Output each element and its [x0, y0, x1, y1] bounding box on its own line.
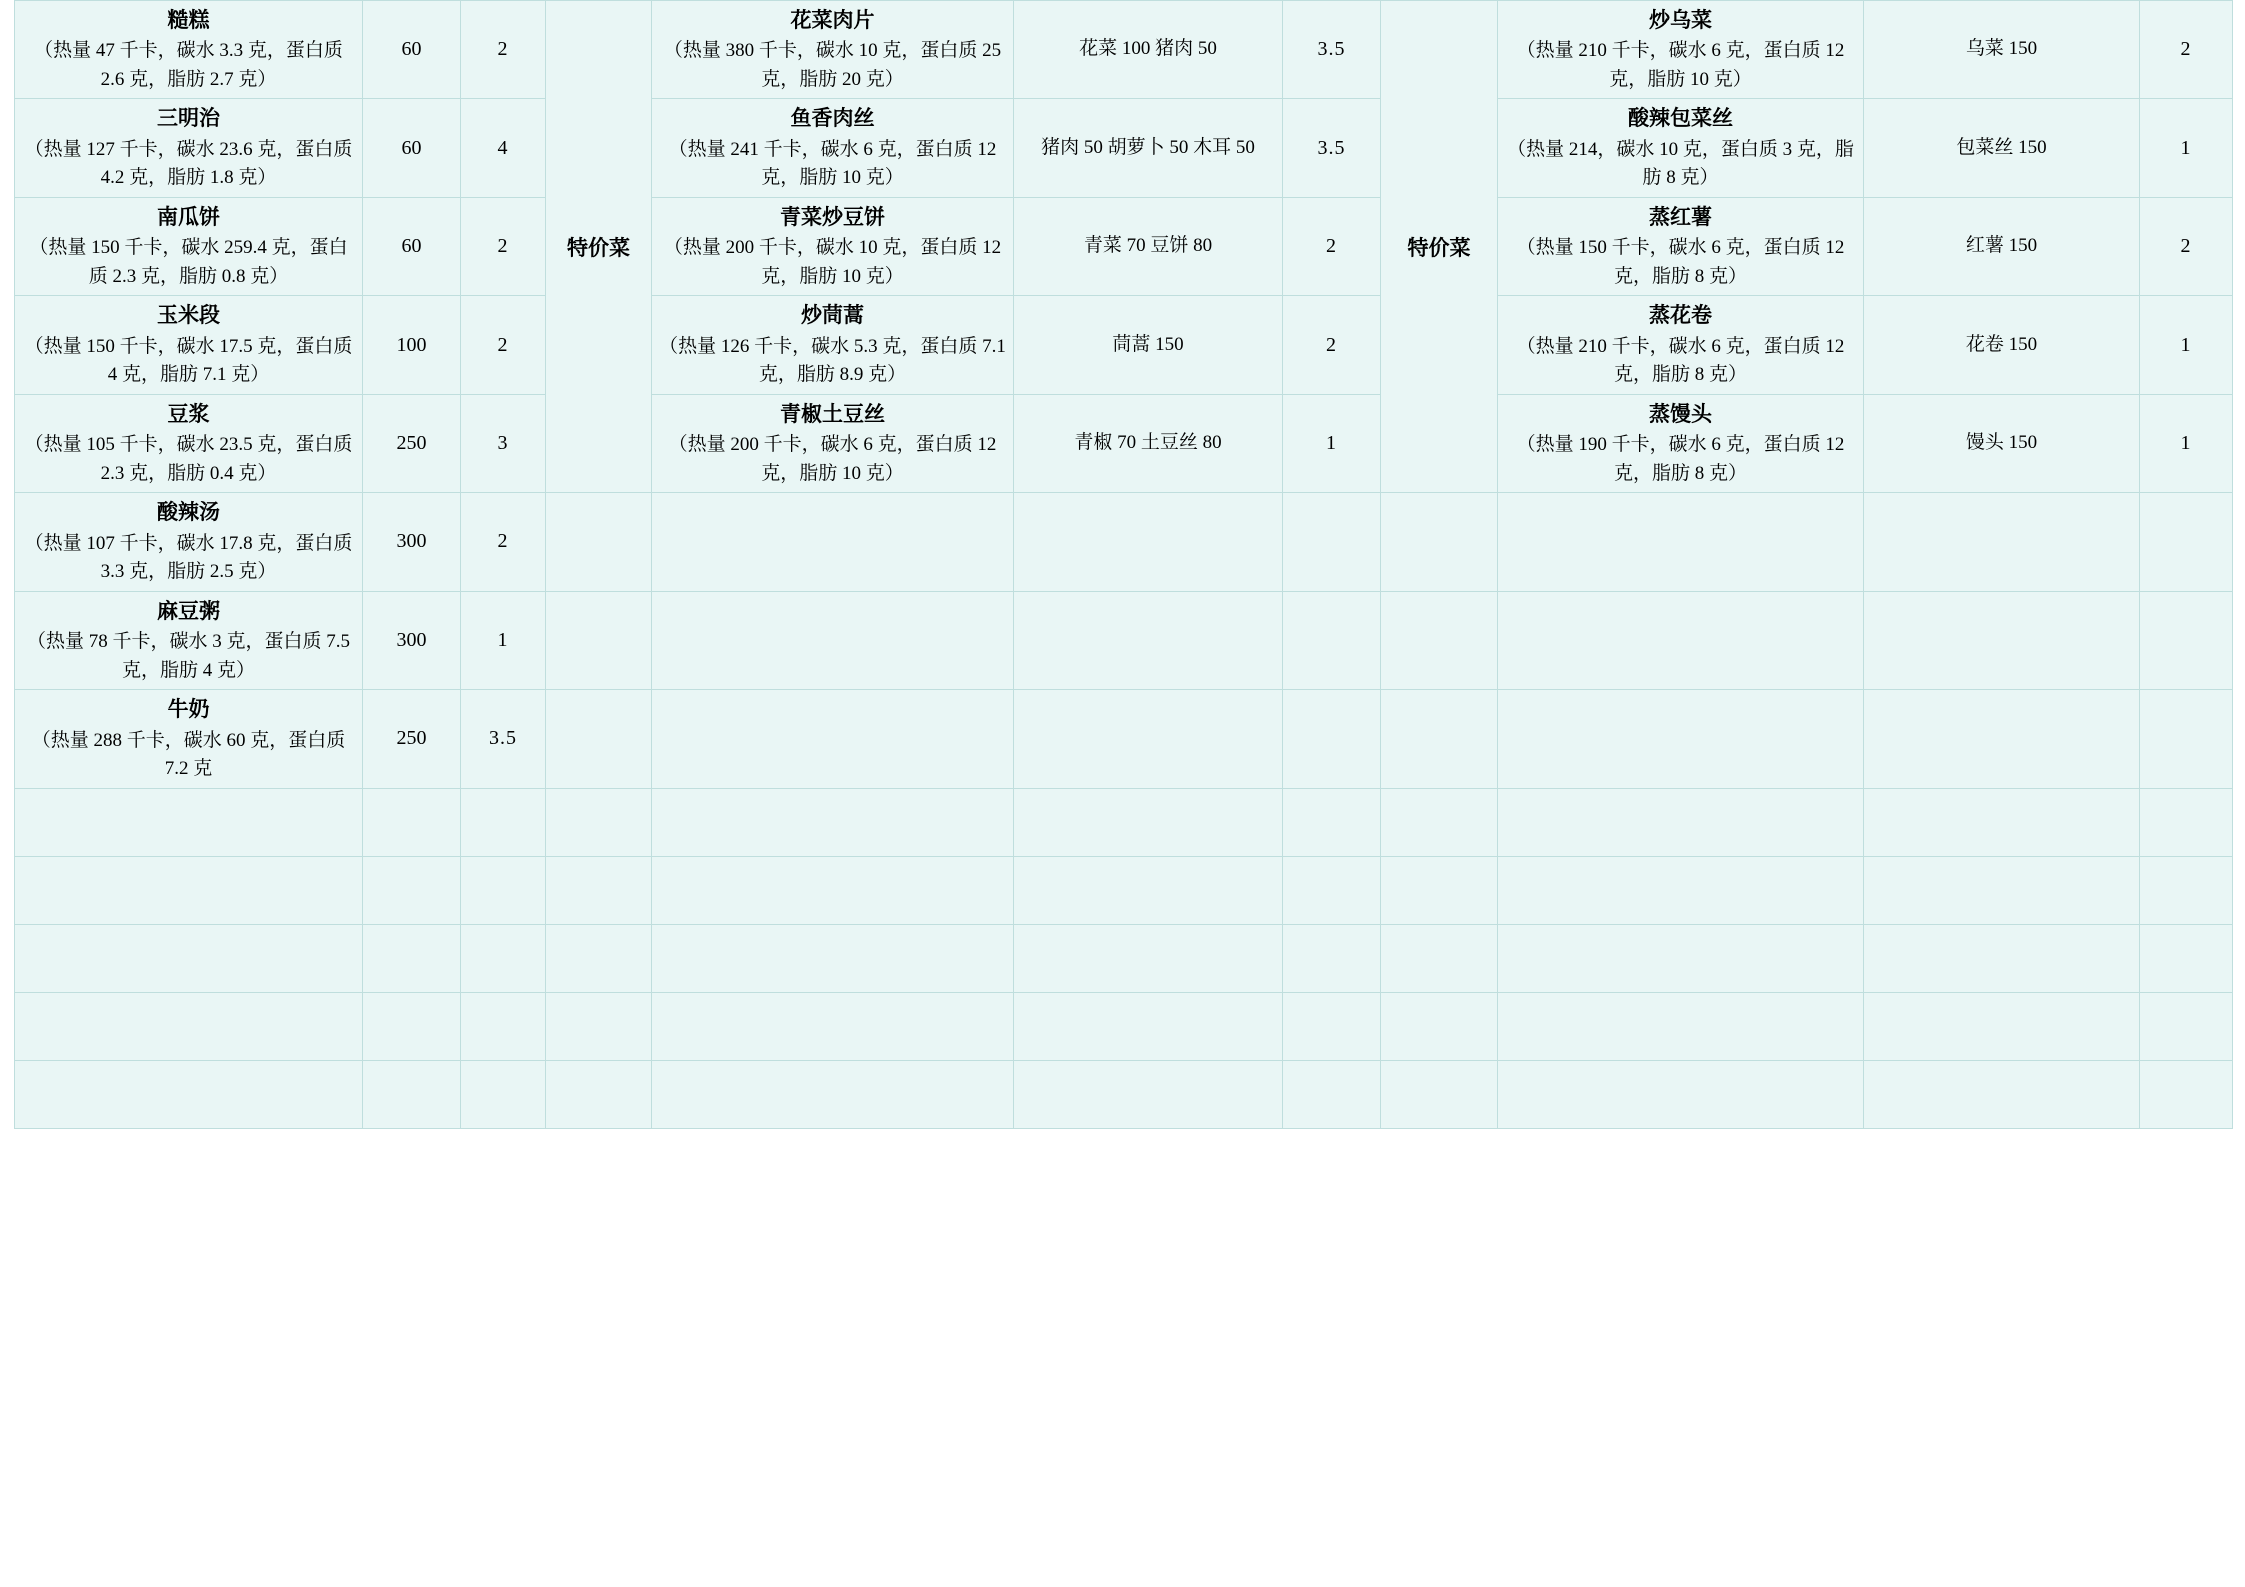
spacer-cell: [1283, 591, 1381, 689]
price-cell-a3: 2: [461, 197, 546, 295]
weight-cell-a2: 60: [363, 99, 461, 197]
spacer-cell: [1498, 493, 1864, 591]
spacer-cell: [1381, 856, 1498, 924]
dish-nutrition: （热量 241 千卡，碳水 6 克，蛋白质 12 克，脂肪 10 克）: [668, 138, 997, 189]
ingredients-cell-c3: 红薯 150: [1864, 197, 2140, 295]
menu-table: [14, 0, 2233, 1129]
dish-nutrition: （热量 200 千卡，碳水 10 克，蛋白质 12 克，脂肪 10 克）: [663, 237, 1002, 287]
spacer-cell: [652, 924, 1014, 992]
spacer-cell: [652, 1060, 1014, 1128]
ingredients-cell-b5: 青椒 70 土豆丝 80: [1014, 394, 1283, 492]
dish-name: 南瓜饼: [157, 204, 220, 229]
ingredients-cell-b2: 猪肉 50 胡萝卜 50 木耳 50: [1014, 99, 1283, 197]
table-row: [15, 690, 2233, 788]
table-row-blank: [15, 1060, 2233, 1128]
table-row-blank: [15, 856, 2233, 924]
spacer-cell: [461, 788, 546, 856]
spacer-cell: [15, 924, 363, 992]
dish-cell-a7: [15, 591, 363, 689]
spacer-cell: [1864, 1060, 2140, 1128]
dish-cell-c3: [1498, 197, 1864, 295]
weight-cell-a1: 60: [363, 1, 461, 99]
dish-nutrition: （热量 214，碳水 10 克，蛋白质 3 克，脂肪 8 克）: [1507, 138, 1854, 189]
spacer-cell: [1381, 690, 1498, 788]
dish-cell-c5: [1498, 394, 1864, 492]
ingredients-cell-c2: 包菜丝 150: [1864, 99, 2140, 197]
dish-name: 炒乌菜: [1649, 8, 1712, 32]
dish-name: 糙糕: [167, 8, 210, 32]
spacer-cell: [1864, 788, 2140, 856]
price-cell-a4: 2: [461, 296, 546, 394]
dish-cell-a5: [15, 394, 363, 492]
ingredients-cell-c1: 乌菜 150: [1864, 1, 2140, 99]
dish-name: 青菜炒豆饼: [780, 204, 885, 229]
table-row: [15, 591, 2233, 689]
spacer-cell: [461, 1060, 546, 1128]
table-row-blank: [15, 992, 2233, 1060]
dish-cell-c1: [1498, 1, 1864, 99]
spacer-cell: [15, 992, 363, 1060]
dish-name: 酸辣汤: [157, 500, 220, 525]
spacer-cell: [652, 788, 1014, 856]
price-cell-a7: 1: [461, 591, 546, 689]
dish-cell-a6: [15, 493, 363, 591]
ingredients-cell-b1: 花菜 100 猪肉 50: [1014, 1, 1283, 99]
price-cell-a5: 3: [461, 394, 546, 492]
dish-nutrition: （热量 200 千卡，碳水 6 克，蛋白质 12 克，脂肪 10 克）: [668, 434, 997, 484]
spacer-cell: [2140, 856, 2233, 924]
spacer-cell: [1498, 591, 1864, 689]
dish-cell-a2: [15, 99, 363, 197]
spacer-cell: [1283, 1060, 1381, 1128]
spacer-cell: [1014, 924, 1283, 992]
price-cell-b2: 3.5: [1283, 99, 1381, 197]
spacer-cell: [546, 690, 652, 788]
dish-name: 鱼香肉丝: [790, 106, 875, 131]
price-cell-c2: 1: [2140, 99, 2233, 197]
spacer-cell: [652, 856, 1014, 924]
dish-name: 酸辣包菜丝: [1628, 106, 1733, 131]
table-row: [15, 493, 2233, 591]
dish-cell-b4: [652, 296, 1014, 394]
spacer-cell: [2140, 924, 2233, 992]
price-cell-a2: 4: [461, 99, 546, 197]
spacer-cell: [363, 992, 461, 1060]
spacer-cell: [1864, 992, 2140, 1060]
table-row: [15, 197, 2233, 295]
spacer-cell: [2140, 493, 2233, 591]
dish-nutrition: （热量 380 千卡，碳水 10 克，蛋白质 25 克，脂肪 20 克）: [663, 40, 1002, 90]
spacer-cell: [1498, 856, 1864, 924]
ingredients-cell-c4: 花卷 150: [1864, 296, 2140, 394]
ingredients-cell-b4: 茼蒿 150: [1014, 296, 1283, 394]
dish-cell-b3: [652, 197, 1014, 295]
dish-nutrition: （热量 190 千卡，碳水 6 克，蛋白质 12 克，脂肪 8 克）: [1516, 434, 1845, 484]
dish-nutrition: （热量 150 千卡，碳水 259.4 克，蛋白质 2.3 克，脂肪 0.8 克）: [29, 237, 348, 287]
table-row: [15, 394, 2233, 492]
category-label-special-1: 特价菜: [546, 1, 652, 493]
table-row: [15, 1, 2233, 99]
price-cell-c4: 1: [2140, 296, 2233, 394]
dish-name: 蒸馒头: [1649, 401, 1712, 426]
spacer-cell: [1283, 924, 1381, 992]
spacer-cell: [363, 856, 461, 924]
spacer-cell: [1014, 856, 1283, 924]
dish-name: 花菜肉片: [790, 8, 875, 32]
weight-cell-a3: 60: [363, 197, 461, 295]
spacer-cell: [1498, 924, 1864, 992]
spacer-cell: [546, 924, 652, 992]
dish-nutrition: （热量 105 千卡，碳水 23.5 克，蛋白质 2.3 克，脂肪 0.4 克）: [24, 434, 353, 484]
spacer-cell: [461, 992, 546, 1060]
spacer-cell: [1498, 992, 1864, 1060]
price-cell-c5: 1: [2140, 394, 2233, 492]
spacer-cell: [1014, 1060, 1283, 1128]
spacer-cell: [2140, 1060, 2233, 1128]
dish-name: 玉米段: [157, 303, 220, 328]
spacer-cell: [1381, 924, 1498, 992]
spacer-cell: [1381, 992, 1498, 1060]
dish-nutrition: （热量 126 千卡，碳水 5.3 克，蛋白质 7.1 克，脂肪 8.9 克）: [659, 335, 1006, 386]
dish-name: 青椒土豆丝: [780, 401, 885, 426]
spacer-cell: [1014, 788, 1283, 856]
spacer-cell: [1014, 992, 1283, 1060]
spacer-cell: [1864, 924, 2140, 992]
table-row: [15, 296, 2233, 394]
spacer-cell: [1283, 493, 1381, 591]
spacer-cell: [461, 924, 546, 992]
spacer-cell: [15, 856, 363, 924]
spacer-cell: [15, 1060, 363, 1128]
spacer-cell: [546, 1060, 652, 1128]
weight-cell-a7: 300: [363, 591, 461, 689]
dish-cell-c4: [1498, 296, 1864, 394]
spacer-cell: [363, 788, 461, 856]
spacer-cell: [1283, 788, 1381, 856]
spacer-cell: [1283, 992, 1381, 1060]
dish-nutrition: （热量 127 千卡，碳水 23.6 克，蛋白质 4.2 克，脂肪 1.8 克）: [24, 138, 353, 189]
spacer-cell: [1498, 690, 1864, 788]
weight-cell-a8: 250: [363, 690, 461, 788]
table-row: [15, 99, 2233, 197]
spacer-cell: [1381, 788, 1498, 856]
price-cell-a6: 2: [461, 493, 546, 591]
dish-name: 牛奶: [167, 697, 210, 722]
spacer-cell: [2140, 788, 2233, 856]
weight-cell-a6: 300: [363, 493, 461, 591]
dish-cell-b2: [652, 99, 1014, 197]
spacer-cell: [1498, 788, 1864, 856]
spacer-cell: [1283, 856, 1381, 924]
table-row-blank: [15, 788, 2233, 856]
price-cell-b5: 1: [1283, 394, 1381, 492]
spacer-cell: [1014, 493, 1283, 591]
price-cell-c1: 2: [2140, 1, 2233, 99]
category-label-special-2: 特价菜: [1381, 1, 1498, 493]
table-row-blank: [15, 924, 2233, 992]
spacer-cell: [546, 591, 652, 689]
weight-cell-a5: 250: [363, 394, 461, 492]
spacer-cell: [1014, 690, 1283, 788]
dish-nutrition: （热量 210 千卡，碳水 6 克，蛋白质 12 克，脂肪 8 克）: [1516, 335, 1845, 386]
dish-name: 豆浆: [167, 401, 210, 426]
spacer-cell: [363, 1060, 461, 1128]
spacer-cell: [652, 591, 1014, 689]
dish-name: 三明治: [157, 106, 220, 131]
spacer-cell: [15, 788, 363, 856]
spacer-cell: [1864, 493, 2140, 591]
spacer-cell: [1864, 591, 2140, 689]
dish-name: 炒茼蒿: [801, 303, 864, 328]
price-cell-b1: 3.5: [1283, 1, 1381, 99]
spacer-cell: [546, 493, 652, 591]
spacer-cell: [546, 856, 652, 924]
spacer-cell: [2140, 591, 2233, 689]
price-cell-b4: 2: [1283, 296, 1381, 394]
spacer-cell: [652, 493, 1014, 591]
dish-name: 蒸红薯: [1649, 204, 1712, 229]
price-cell-a8: 3.5: [461, 690, 546, 788]
spacer-cell: [2140, 690, 2233, 788]
dish-nutrition: （热量 47 千卡，碳水 3.3 克，蛋白质 2.6 克，脂肪 2.7 克）: [34, 40, 343, 90]
dish-cell-a8: [15, 690, 363, 788]
spacer-cell: [1381, 1060, 1498, 1128]
dish-name: 麻豆粥: [157, 598, 220, 623]
spacer-cell: [363, 924, 461, 992]
dish-nutrition: （热量 150 千卡，碳水 6 克，蛋白质 12 克，脂肪 8 克）: [1516, 237, 1845, 287]
spacer-cell: [1283, 690, 1381, 788]
price-cell-a1: 2: [461, 1, 546, 99]
spacer-cell: [1381, 493, 1498, 591]
weight-cell-a4: 100: [363, 296, 461, 394]
dish-cell-c2: [1498, 99, 1864, 197]
dish-cell-b1: [652, 1, 1014, 99]
dish-name: 蒸花卷: [1649, 303, 1712, 328]
price-cell-c3: 2: [2140, 197, 2233, 295]
ingredients-cell-b3: 青菜 70 豆饼 80: [1014, 197, 1283, 295]
dish-cell-a1: [15, 1, 363, 99]
spacer-cell: [1864, 856, 2140, 924]
spacer-cell: [1498, 1060, 1864, 1128]
spacer-cell: [652, 992, 1014, 1060]
dish-cell-a4: [15, 296, 363, 394]
dish-cell-a3: [15, 197, 363, 295]
dish-nutrition: （热量 150 千卡，碳水 17.5 克，蛋白质 4 克，脂肪 7.1 克）: [24, 335, 353, 386]
dish-nutrition: （热量 288 千卡，碳水 60 克，蛋白质 7.2 克: [31, 729, 346, 779]
dish-nutrition: （热量 107 千卡，碳水 17.8 克，蛋白质 3.3 克，脂肪 2.5 克）: [24, 532, 353, 583]
spacer-cell: [1864, 690, 2140, 788]
ingredients-cell-c5: 馒头 150: [1864, 394, 2140, 492]
spacer-cell: [546, 788, 652, 856]
price-cell-b3: 2: [1283, 197, 1381, 295]
dish-nutrition: （热量 210 千卡，碳水 6 克，蛋白质 12 克，脂肪 10 克）: [1516, 40, 1845, 90]
spacer-cell: [1014, 591, 1283, 689]
spacer-cell: [461, 856, 546, 924]
spacer-cell: [546, 992, 652, 1060]
spacer-cell: [1381, 591, 1498, 689]
dish-nutrition: （热量 78 千卡，碳水 3 克，蛋白质 7.5 克，脂肪 4 克）: [26, 631, 350, 681]
spacer-cell: [652, 690, 1014, 788]
dish-cell-b5: [652, 394, 1014, 492]
spacer-cell: [2140, 992, 2233, 1060]
